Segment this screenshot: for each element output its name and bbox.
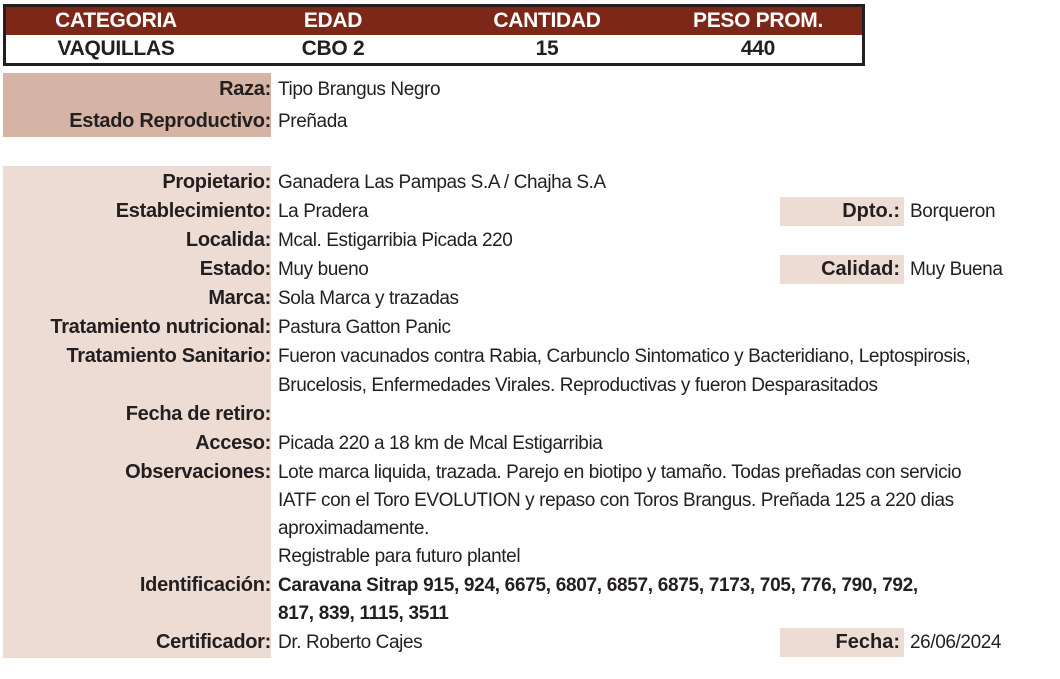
value-edad: CBO 2 bbox=[301, 37, 365, 60]
tratamiento-sanitario-line-2: Brucelosis, Enfermedades Virales. Reproductivas y fueron Desparasitados bbox=[278, 375, 878, 396]
marca-value: Sola Marca y trazadas bbox=[278, 288, 459, 309]
calidad-label: Calidad: bbox=[821, 258, 900, 280]
header-peso-prom: PESO PROM. bbox=[692, 9, 824, 32]
establecimiento-label: Establecimiento: bbox=[115, 200, 271, 222]
identificacion-line-1: Caravana Sitrap 915, 924, 6675, 6807, 6857, 6875, 7173, 705, 776, 790, 792, bbox=[278, 575, 918, 596]
localida-label: Localida: bbox=[185, 229, 271, 251]
details-label-panel bbox=[3, 166, 271, 658]
tratamiento-nutricional-value: Pastura Gatton Panic bbox=[278, 317, 451, 338]
acceso-label: Acceso: bbox=[195, 432, 271, 454]
estado-value: Muy bueno bbox=[278, 259, 369, 280]
observaciones-line-4: Registrable para futuro plantel bbox=[278, 546, 521, 567]
fecha-label-box bbox=[780, 628, 904, 657]
observaciones-label: Observaciones: bbox=[125, 461, 271, 483]
identificacion-line-2: 817, 839, 1115, 3511 bbox=[278, 603, 449, 624]
observaciones-line-2: IATF con el Toro EVOLUTION y repaso con Toros Brangus. Preñada 125 a 220 dias bbox=[278, 490, 954, 511]
estado-reproductivo-value: Preñada bbox=[278, 111, 348, 132]
tratamiento-sanitario-label: Tratamiento Sanitario: bbox=[66, 345, 271, 367]
acceso-value: Picada 220 a 18 km de Mcal Estigarribia bbox=[278, 433, 603, 454]
observaciones-line-3: aproximadamente. bbox=[278, 518, 429, 539]
certificador-label: Certificador: bbox=[155, 631, 271, 653]
fecha-label: Fecha: bbox=[835, 631, 900, 653]
certificador-value: Dr. Roberto Cajes bbox=[278, 632, 423, 653]
estado-reproductivo-label: Estado Reproductivo: bbox=[69, 110, 271, 132]
establecimiento-value: La Pradera bbox=[278, 201, 369, 222]
header-cantidad: CANTIDAD bbox=[493, 9, 601, 32]
summary-table bbox=[3, 4, 865, 66]
raza-label: Raza: bbox=[219, 78, 271, 100]
value-peso-prom: 440 bbox=[740, 37, 776, 60]
dpto-label-box bbox=[780, 197, 904, 226]
summary-header-row bbox=[6, 7, 862, 35]
summary-value-row bbox=[6, 35, 862, 63]
breed-label-panel bbox=[3, 73, 271, 137]
estado-label: Estado: bbox=[199, 258, 271, 280]
fecha-value: 26/06/2024 bbox=[910, 632, 1002, 653]
tratamiento-nutricional-label: Tratamiento nutricional: bbox=[50, 316, 271, 338]
propietario-label: Propietario: bbox=[162, 171, 271, 193]
tratamiento-sanitario-line-1: Fueron vacunados contra Rabia, Carbunclo Sintomatico y Bacteridiano, Leptospirosis, bbox=[278, 346, 971, 367]
dpto-label: Dpto.: bbox=[842, 200, 900, 222]
localida-value: Mcal. Estigarribia Picada 220 bbox=[278, 230, 513, 251]
observaciones-line-1: Lote marca liquida, trazada. Parejo en biotipo y tamaño. Todas preñadas con servicio bbox=[278, 462, 962, 483]
value-cantidad: 15 bbox=[535, 37, 559, 60]
identificacion-label: Identificación: bbox=[139, 574, 271, 596]
value-categoria: VAQUILLAS bbox=[57, 37, 175, 60]
dpto-value: Borqueron bbox=[910, 201, 996, 222]
propietario-value: Ganadera Las Pampas S.A / Chajha S.A bbox=[278, 172, 606, 193]
header-edad: EDAD bbox=[303, 9, 363, 32]
marca-label: Marca: bbox=[208, 287, 271, 309]
calidad-value: Muy Buena bbox=[910, 259, 1003, 280]
raza-value: Tipo Brangus Negro bbox=[278, 79, 441, 100]
calidad-label-box bbox=[780, 255, 904, 284]
header-categoria: CATEGORIA bbox=[55, 9, 177, 32]
fecha-retiro-label: Fecha de retiro: bbox=[125, 403, 271, 425]
